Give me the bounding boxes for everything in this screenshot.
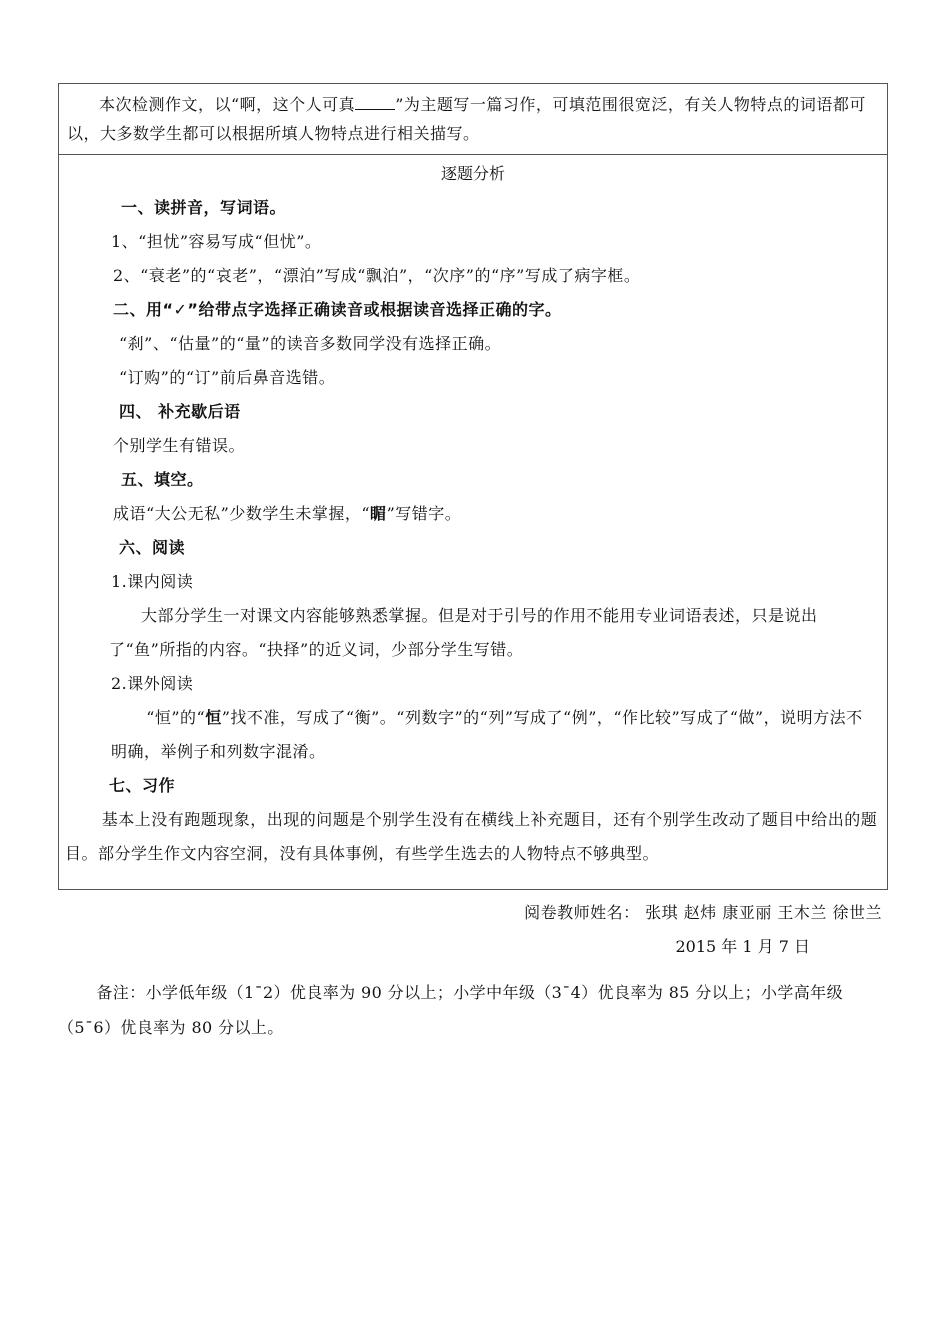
- section-6-heading: 六、阅读: [119, 538, 186, 557]
- section-2-heading: 二、用“✓”给带点字选择正确读音或根据读音选择正确的字。: [113, 300, 562, 319]
- section-2-item-2: “订购”的“订”前后鼻音选错。: [119, 368, 336, 387]
- section-4-item-1: 个别学生有错误。: [113, 436, 246, 455]
- section-4-heading: 四、 补充歇后语: [119, 402, 241, 421]
- analysis-cell: [59, 155, 888, 890]
- summary-cell: [59, 84, 888, 155]
- section-6-sub-2-char: 恒: [205, 708, 222, 727]
- section-6-sub-2-text: [111, 701, 879, 769]
- section-5-heading: 五、填空。: [121, 470, 204, 489]
- remark-note: 备注：小学低年级（1ˉ2）优良率为 90 分以上；小学中年级（3ˉ4）优良率为 85 分以上；小学高年级（5ˉ6）优良率为 80 分以上。: [58, 983, 843, 1037]
- section-2-item-1: “刹”、“估量”的“量”的读音多数同学没有选择正确。: [119, 334, 502, 353]
- summary-text-after: ”为主题写一篇习作，可填范围很宽泛，有关人物特点的词语都可以，大多数学生都可以根据所填人物特点进行相关描写。: [67, 95, 866, 143]
- section-6-sub-1-text: 大部分学生一对课文内容能够熟悉掌握。但是对于引号的作用不能用专业词语表述，只是说出了“鱼”所指的内容。“抉择”的近义词，少部分学生写错。: [109, 606, 818, 659]
- section-5-text-before: 成语“大公无私”少数学生未掌握，“: [113, 504, 371, 523]
- section-1-item-1: 1、“担忧”容易写成“但忧”。: [111, 232, 322, 251]
- analysis-title: 逐题分析: [440, 164, 505, 183]
- section-6-sub-2: 2.课外阅读: [111, 674, 194, 693]
- fill-in-blank: [355, 95, 395, 110]
- report-date: 2015 年 1 月 7 日: [675, 937, 810, 956]
- summary-paragraph: [67, 90, 881, 148]
- section-1-item-2: 2、“衰老”的“哀老”，“漂泊”写成“飘泊”，“次序”的“序”写成了病字框。: [113, 266, 641, 285]
- summary-text-before: 本次检测作文，以“啊，这个人可真: [99, 95, 356, 114]
- section-7-text: 基本上没有跑题现象，出现的问题是个别学生没有在横线上补充题目，还有个别学生改动了题目中给出的题目。部分学生作文内容空洞，没有具体事例，有些学生选去的人物特点不够典型。: [65, 810, 878, 863]
- section-7-heading: 七、习作: [109, 776, 176, 795]
- teacher-names: 阅卷教师姓名： 张琪 赵炜 康亚丽 王木兰 徐世兰: [524, 903, 882, 922]
- section-6-sub-1: 1.课内阅读: [111, 572, 194, 591]
- section-5-text-after: ”写错字。: [386, 504, 462, 523]
- section-5-char: 睸: [370, 504, 387, 523]
- analysis-table: [58, 83, 888, 890]
- section-1-heading: 一、读拼音，写词语。: [121, 198, 287, 217]
- section-6-sub-2-before: “恒”的“: [146, 708, 206, 727]
- section-5-item-1: [59, 497, 887, 531]
- section-6-sub-2-after: ”找不准，写成了“衡”。“列数字”的“列”写成了“例”，“作比较”写成了“做”，说明方法不明确，举例子和列数字混淆。: [111, 708, 863, 761]
